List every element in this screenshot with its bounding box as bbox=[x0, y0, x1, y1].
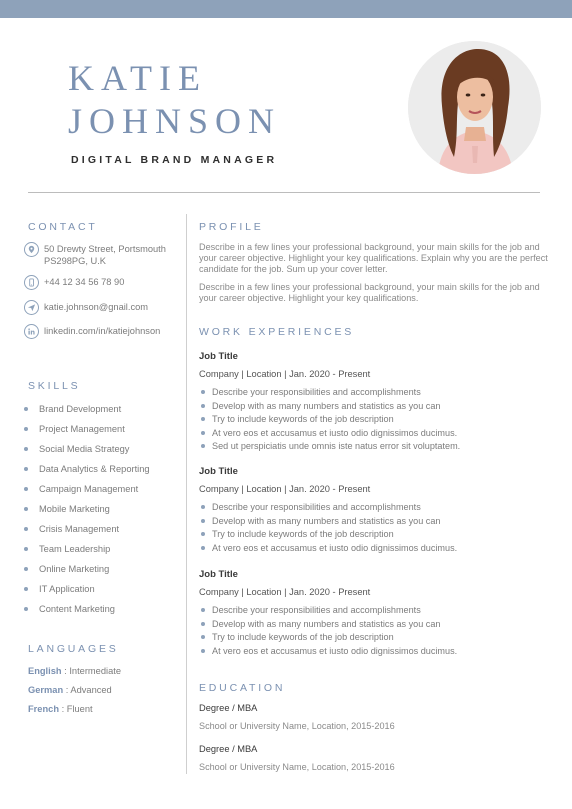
job-bullet: Describe your responsibilities and accomplishments bbox=[199, 604, 457, 618]
language-level: : Advanced bbox=[63, 685, 112, 695]
job-bullet: Develop with as many numbers and statistics as you can bbox=[199, 400, 460, 414]
languages-section-title: LANGUAGES bbox=[28, 643, 119, 655]
language-item bbox=[28, 704, 93, 714]
language-item bbox=[28, 685, 112, 695]
language-level: : Fluent bbox=[59, 704, 93, 714]
skill-item: Team Leadership bbox=[24, 542, 150, 562]
first-name: KATIE bbox=[68, 58, 207, 98]
contact-address: 50 Drewty Street, Portsmouth PS298PG, U.K bbox=[44, 244, 166, 266]
job-bullet: Try to include keywords of the job description bbox=[199, 631, 457, 645]
education-degree: Degree / MBA bbox=[199, 703, 258, 713]
job-bullet: Describe your responsibilities and accomplishments bbox=[199, 501, 457, 515]
profile-paragraph: Describe in a few lines your professional background, your main skills for the job and your career objective. Highlight your key qualifications. Explain why you are the perfect candidate for the job. Sum up your cover letter. bbox=[199, 242, 548, 274]
language-name: French bbox=[28, 704, 59, 714]
job-title: Job Title bbox=[199, 466, 238, 477]
profile-paragraph: Describe in a few lines your professional background, your main skills for the job and your career objective. Highlight your key qualifications. bbox=[199, 282, 540, 303]
language-level: : Intermediate bbox=[61, 666, 122, 676]
job-bullets bbox=[199, 386, 460, 454]
education-section-title: EDUCATION bbox=[199, 682, 286, 694]
contact-email-row bbox=[24, 301, 148, 315]
phone-icon bbox=[24, 275, 39, 290]
job-bullet: Develop with as many numbers and statistics as you can bbox=[199, 618, 457, 632]
skill-item: Project Management bbox=[24, 422, 150, 442]
job-meta: Company | Location | Jan. 2020 - Present bbox=[199, 369, 371, 379]
job-meta: Company | Location | Jan. 2020 - Present bbox=[199, 587, 371, 597]
job-bullet: Develop with as many numbers and statistics as you can bbox=[199, 515, 457, 529]
contact-address-row bbox=[24, 243, 166, 267]
skill-item: Online Marketing bbox=[24, 562, 150, 582]
skill-item: IT Application bbox=[24, 582, 150, 602]
job-title: Job Title bbox=[199, 351, 238, 362]
job-bullet: Try to include keywords of the job description bbox=[199, 413, 460, 427]
skills-section-title: SKILLS bbox=[28, 380, 81, 392]
education-school: School or University Name, Location, 2015-2016 bbox=[199, 721, 395, 731]
job-bullet: Describe your responsibilities and accomplishments bbox=[199, 386, 460, 400]
skill-item: Social Media Strategy bbox=[24, 442, 150, 462]
location-icon bbox=[24, 242, 39, 257]
job-bullet: At vero eos et accusamus et iusto odio dignissimos ducimus. bbox=[199, 645, 457, 659]
work-section-title: WORK EXPERIENCES bbox=[199, 326, 355, 338]
contact-phone[interactable]: +44 12 34 56 78 90 bbox=[44, 277, 125, 287]
job-title: Job Title bbox=[199, 569, 238, 580]
education-school: School or University Name, Location, 2015-2016 bbox=[199, 762, 395, 772]
contact-linkedin[interactable]: linkedin.com/in/katiejohnson bbox=[44, 326, 161, 336]
skill-item: Campaign Management bbox=[24, 482, 150, 502]
last-name: JOHNSON bbox=[68, 101, 282, 141]
job-bullets bbox=[199, 501, 457, 555]
profile-photo bbox=[408, 41, 541, 174]
contact-section-title: CONTACT bbox=[28, 221, 98, 233]
profile-section-title: PROFILE bbox=[199, 221, 264, 233]
portrait-illustration bbox=[408, 41, 541, 174]
job-bullet: Sed ut perspiciatis unde omnis iste natus error sit voluptatem. bbox=[199, 440, 460, 454]
job-bullets bbox=[199, 604, 457, 658]
job-bullet: At vero eos et accusamus et iusto odio dignissimos ducimus. bbox=[199, 542, 457, 556]
skill-item: Mobile Marketing bbox=[24, 502, 150, 522]
skill-item: Content Marketing bbox=[24, 602, 150, 622]
job-bullet: At vero eos et accusamus et iusto odio dignissimos ducimus. bbox=[199, 427, 460, 441]
skills-list bbox=[24, 402, 150, 622]
language-name: English bbox=[28, 666, 62, 676]
job-role-title: DIGITAL BRAND MANAGER bbox=[71, 154, 278, 166]
contact-email[interactable]: katie.johnson@gnail.com bbox=[44, 302, 149, 312]
job-meta: Company | Location | Jan. 2020 - Present bbox=[199, 484, 371, 494]
top-color-bar bbox=[0, 0, 572, 18]
contact-linkedin-row bbox=[24, 325, 160, 339]
language-item bbox=[28, 666, 121, 676]
header-divider bbox=[28, 192, 540, 193]
job-bullet: Try to include keywords of the job description bbox=[199, 528, 457, 542]
skill-item: Brand Development bbox=[24, 402, 150, 422]
send-icon bbox=[24, 300, 39, 315]
column-divider bbox=[186, 214, 187, 774]
skill-item: Data Analytics & Reporting bbox=[24, 462, 150, 482]
education-degree: Degree / MBA bbox=[199, 744, 258, 754]
skill-item: Crisis Management bbox=[24, 522, 150, 542]
language-name: German bbox=[28, 685, 64, 695]
contact-phone-row bbox=[24, 276, 124, 290]
linkedin-icon bbox=[24, 324, 39, 339]
